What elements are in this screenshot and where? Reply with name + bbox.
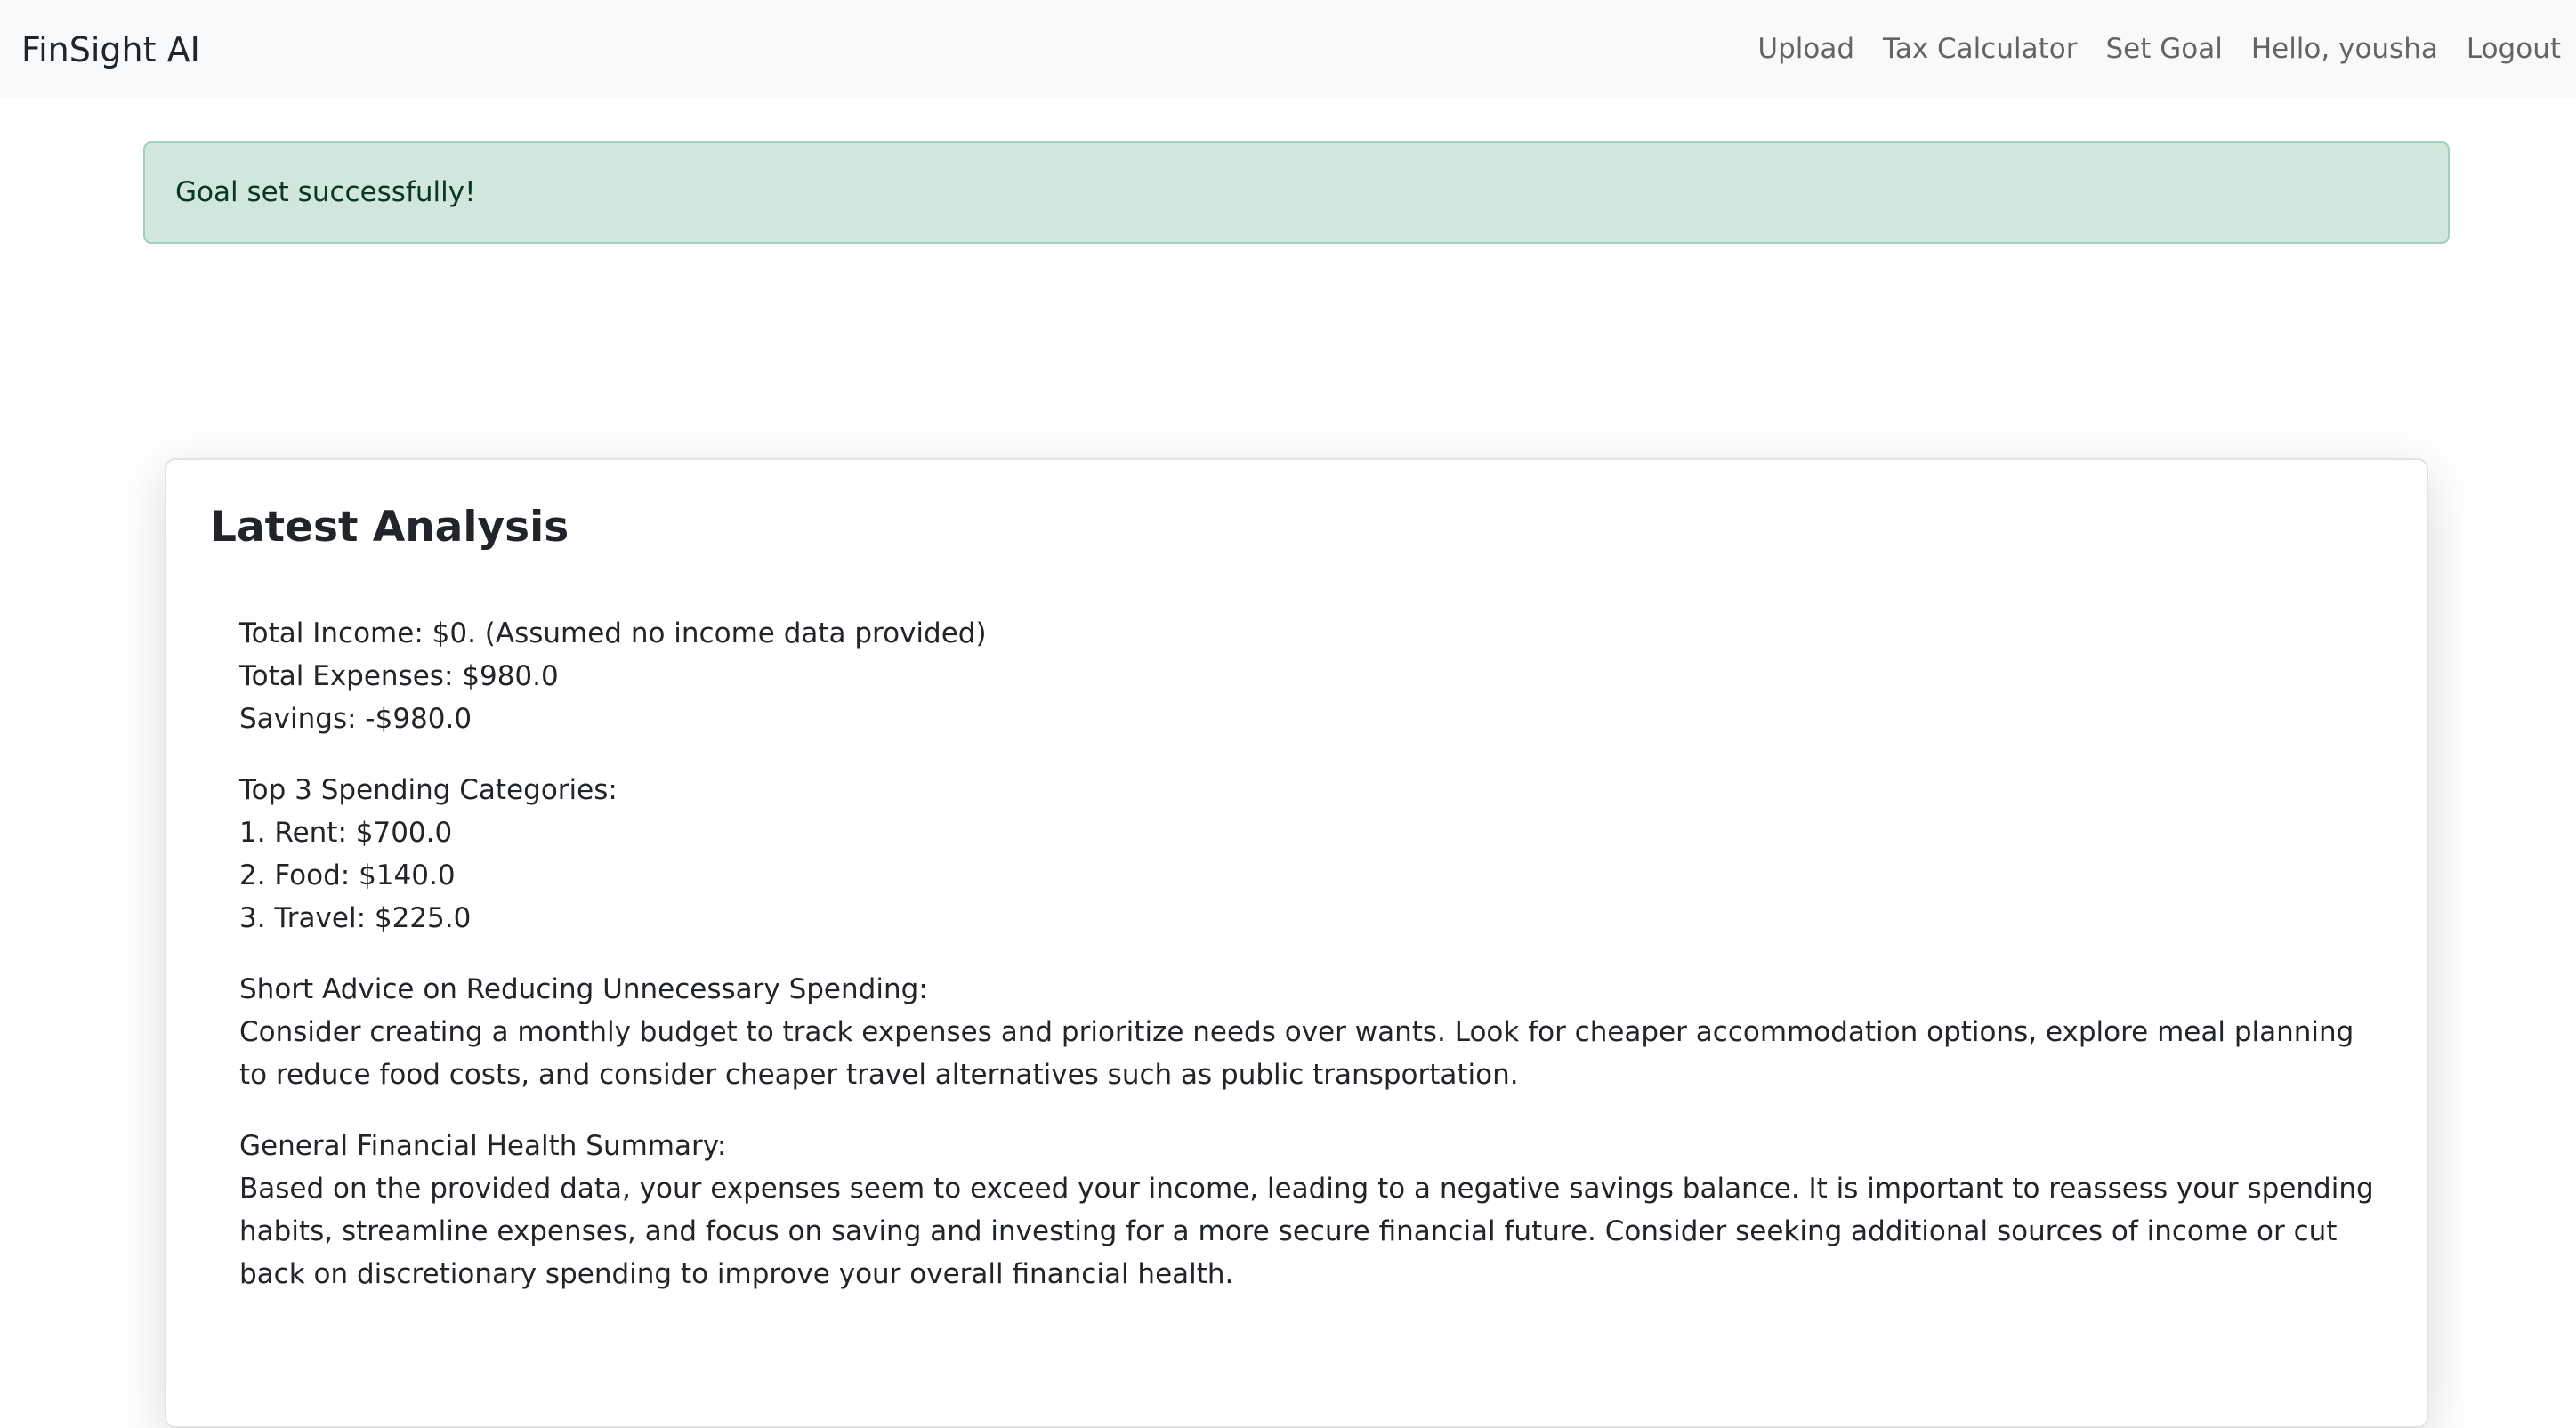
analysis-content [239,612,2384,1324]
total-expenses: Total Expenses: $980.0 [239,660,559,692]
nav-link-set-goal[interactable]: Set Goal [2105,33,2223,65]
success-alert-message: Goal set successfully! [175,176,476,208]
health-summary-text: Based on the provided data, your expenses seem to exceed your income, leading to a negative savings balance. It is important to reassess your spending habits, streamline expenses, and focus on saving and investing for a more secure financial future. Consider seeking additional sources of income or cut back on discretionary spending to improve your overall financial health. [239,1173,2374,1290]
category-item: 2. Food: $140.0 [239,859,456,891]
category-item: 3. Travel: $225.0 [239,902,472,934]
spending-advice [239,968,2384,1096]
top-spending-categories [239,769,2384,940]
user-greeting: Hello, yousha [2250,33,2438,65]
savings: Savings: -$980.0 [239,703,472,735]
advice-text: Consider creating a monthly budget to track expenses and prioritize needs over wants. Look for cheaper accommodation options, explore meal planning to reduce food costs, and consider cheaper travel alternatives such as public transportation. [239,1016,2354,1091]
category-item: 1. Rent: $700.0 [239,817,453,849]
advice-heading: Short Advice on Reducing Unnecessary Spending: [239,973,928,1005]
analysis-card [165,458,2428,1428]
nav-link-logout[interactable]: Logout [2466,33,2561,65]
nav-link-tax-calculator[interactable]: Tax Calculator [1883,33,2078,65]
navbar [0,0,2576,98]
financial-summary [239,612,2384,740]
nav-links [1757,0,2561,98]
financial-health-summary [239,1125,2384,1295]
health-summary-heading: General Financial Health Summary: [239,1130,727,1162]
success-alert [143,141,2450,244]
top-categories-heading: Top 3 Spending Categories: [239,774,618,806]
brand-logo[interactable]: FinSight AI [21,30,200,69]
analysis-title: Latest Analysis [210,503,569,552]
total-income: Total Income: $0. (Assumed no income data provided) [239,617,987,649]
nav-link-upload[interactable]: Upload [1757,33,1855,65]
